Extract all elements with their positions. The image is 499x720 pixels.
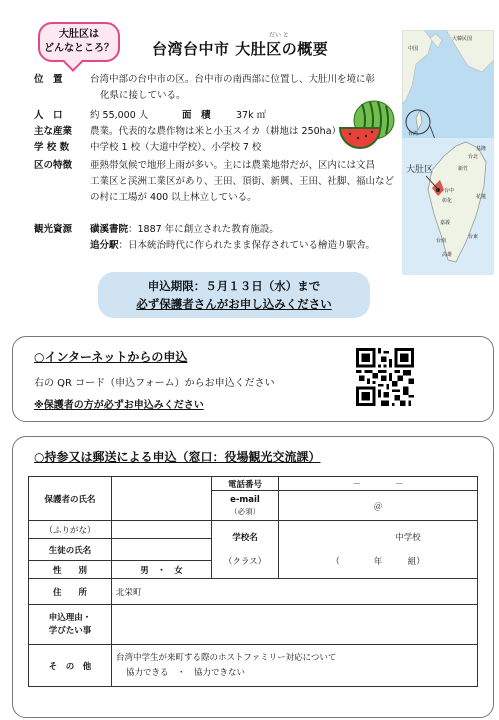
- area-value: 37k ㎡: [236, 110, 267, 121]
- tourism-text: 磺溪書院：1887 年に創立された教育施設。 追分駅：日本統治時代に作られたまま保存されている檜造り駅舎。: [90, 224, 376, 251]
- map-label-taipei: 台北: [468, 154, 479, 160]
- map-label-hualien: 花蓮: [476, 194, 487, 200]
- school-field[interactable]: 中学校 （ 年 組）: [278, 521, 477, 579]
- industry-label: 主な産業: [34, 126, 73, 137]
- tourism-item-2-name: 追分駅: [90, 240, 119, 251]
- location-label: 位 置: [34, 74, 63, 85]
- other-field[interactable]: 台湾中学生が来町する際のホストファミリー対応について 協力できる ・ 協力できない: [112, 645, 478, 687]
- map-label-korea: 大韓民国: [452, 36, 473, 42]
- email-label: e-mail （必須）: [211, 491, 278, 521]
- schools-text: 中学校 1 校（大道中学校）、小学校 7 校: [90, 142, 262, 153]
- gender-field[interactable]: 男 ・ 女: [112, 561, 212, 579]
- qr-code-icon[interactable]: [356, 348, 414, 406]
- reason-label: 申込理由・ 学びたい事: [29, 605, 112, 645]
- other-label: そ の 他: [29, 645, 112, 687]
- map-region-label: 大肚区: [406, 165, 434, 175]
- title-ruby: だい と: [269, 32, 289, 39]
- phone-label: 電話番号: [211, 477, 278, 491]
- address-field[interactable]: 北栄町: [112, 579, 478, 605]
- page-title: 台湾台中市 大肚区の概要: [152, 40, 329, 58]
- features-text: 亜熱帯気候で地形上雨が多い。主には農業地帯だが、区内には文昌 工業区と渓洲工業区があり、王田、頂街、新興、王田、社脚、福山など の村に工場が 400 以上林立している。: [90, 160, 395, 203]
- phone-field[interactable]: － －: [278, 477, 477, 491]
- map-label-kaohsiung: 高雄: [442, 252, 453, 258]
- map-label-taichung: 台中: [444, 188, 455, 194]
- mail-heading: ○持参又は郵送による申込（窓口：役場観光交流課）: [34, 450, 321, 464]
- map-label-chiayi: 嘉義: [440, 220, 451, 226]
- address-label: 住 所: [29, 579, 112, 605]
- area-label: 面 積: [182, 110, 211, 121]
- features-label: 区の特徴: [34, 160, 73, 171]
- deadline-date: 申込期限：５月１３日（水）まで: [147, 279, 321, 293]
- reason-field[interactable]: [112, 605, 478, 645]
- industry-text: 農業。代表的な農作物は米と小玉スイカ（耕地は 250ha）: [90, 126, 342, 137]
- population-value: 約 55,000 人: [90, 110, 149, 121]
- badge-line-1: 大肚区は: [59, 29, 99, 40]
- deadline-banner: [98, 272, 370, 318]
- application-form: [28, 476, 478, 687]
- intro-badge: [38, 22, 120, 62]
- student-name-label: 生徒の氏名: [29, 539, 112, 561]
- online-heading: ○インターネットからの申込: [34, 350, 188, 364]
- map-label-taitung: 台東: [468, 234, 479, 240]
- online-guardian-note: ※保護者の方が必ずお申込みください: [34, 400, 204, 411]
- map-label-tainan: 台南: [436, 238, 447, 244]
- email-field[interactable]: ＠: [278, 491, 477, 521]
- schools-label: 学 校 数: [34, 142, 70, 153]
- taiwan-map: [402, 30, 494, 275]
- tourism-label: 観光資源: [34, 224, 73, 235]
- map-label-hsinchu: 新竹: [458, 166, 469, 172]
- school-label: 学校名 （クラス）: [211, 521, 278, 579]
- map-label-china: 中国: [408, 46, 419, 52]
- gender-label: 性 別: [29, 561, 112, 579]
- guardian-name-field[interactable]: [112, 477, 212, 521]
- student-name-field[interactable]: [112, 539, 212, 561]
- furigana-field[interactable]: [112, 521, 212, 539]
- watermelon-icon: [334, 98, 396, 152]
- guardian-name-label: 保護者の氏名: [29, 477, 112, 521]
- deadline-note: 必ず保護者さんがお申し込みください: [136, 297, 332, 311]
- badge-line-2: どんなところ？: [44, 43, 114, 54]
- furigana-label: （ふりがな）: [29, 521, 112, 539]
- map-label-changhua: 彰化: [442, 198, 453, 204]
- online-instruction: 右の QR コード（申込フォーム）からお申込ください: [34, 378, 275, 389]
- tourism-item-1-name: 磺溪書院: [90, 224, 129, 235]
- population-label: 人 口: [34, 110, 63, 121]
- location-text: 台湾中部の台中市の区。台中市の南西部に位置し、大肚川を境に彰 化県に接している。: [90, 74, 376, 101]
- map-label-taiwan-inset: 台湾: [408, 131, 419, 137]
- map-label-keelung: 基隆: [476, 146, 487, 152]
